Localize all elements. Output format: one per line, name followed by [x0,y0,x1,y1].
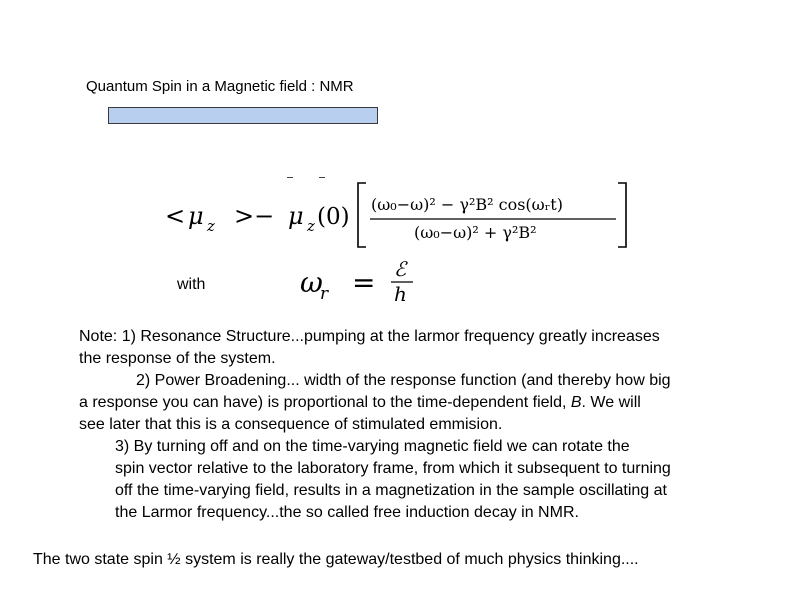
eq2-equals: = [352,266,376,299]
eq1-lhs-sub: z [207,217,215,235]
eq1-rhs-arg: (0) [317,204,350,230]
eq1-left-bracket [358,183,366,247]
note-field-symbol: B [570,394,582,411]
note-line [79,392,671,414]
footer-text: The two state spin ½ system is really the gateway/testbed of much physics thinking.... [33,551,639,568]
note-line: the response of the system. [79,350,276,367]
note-line: off the time-varying field, results in a magnetization in the sample oscillating at [115,482,667,499]
eq1-lhs-close: >− [234,202,275,230]
eq1-lhs-mu: μ [188,202,204,230]
note-line: Note: 1) Resonance Structure...pumping at the larmor frequency greatly increases [79,328,660,345]
eq1-numerator: (ω₀−ω)² − γ²B² cos(ωᵣt) [371,195,563,214]
note-line: spin vector relative to the laboratory frame, from which it subsequent to turning [115,460,671,477]
eq1-rhs-mu: μ [288,202,304,230]
eq2-omega: ω [300,266,323,299]
eq1-denominator: (ω₀−ω)² + γ²B² [414,223,537,242]
note-line: 3) By turning off and on the time-varying magnetic field we can rotate the [115,438,630,455]
slide-title: Quantum Spin in a Magnetic field : NMR [86,78,354,95]
note-line: see later that this is a consequence of stimulated emmision. [79,416,503,433]
eq1-right-bracket [618,183,626,247]
note-line: 2) Power Broadening... width of the response function (and thereby how big [136,372,671,389]
note-line: the Larmor frequency...the so called free induction decay in NMR. [115,504,579,521]
eq1-rhs-sub: z [307,217,315,235]
note-text: . We will [581,394,641,411]
note-text: a response you can have) is proportional to the time-dependent field, [79,394,571,411]
with-label: with [177,276,206,293]
eq1-lhs-open: < [165,202,186,230]
eq2-sub: r [320,284,329,304]
notes-block [79,326,671,524]
eq2-denominator: h [394,282,407,306]
eq2-numerator: ℰ [394,257,407,281]
